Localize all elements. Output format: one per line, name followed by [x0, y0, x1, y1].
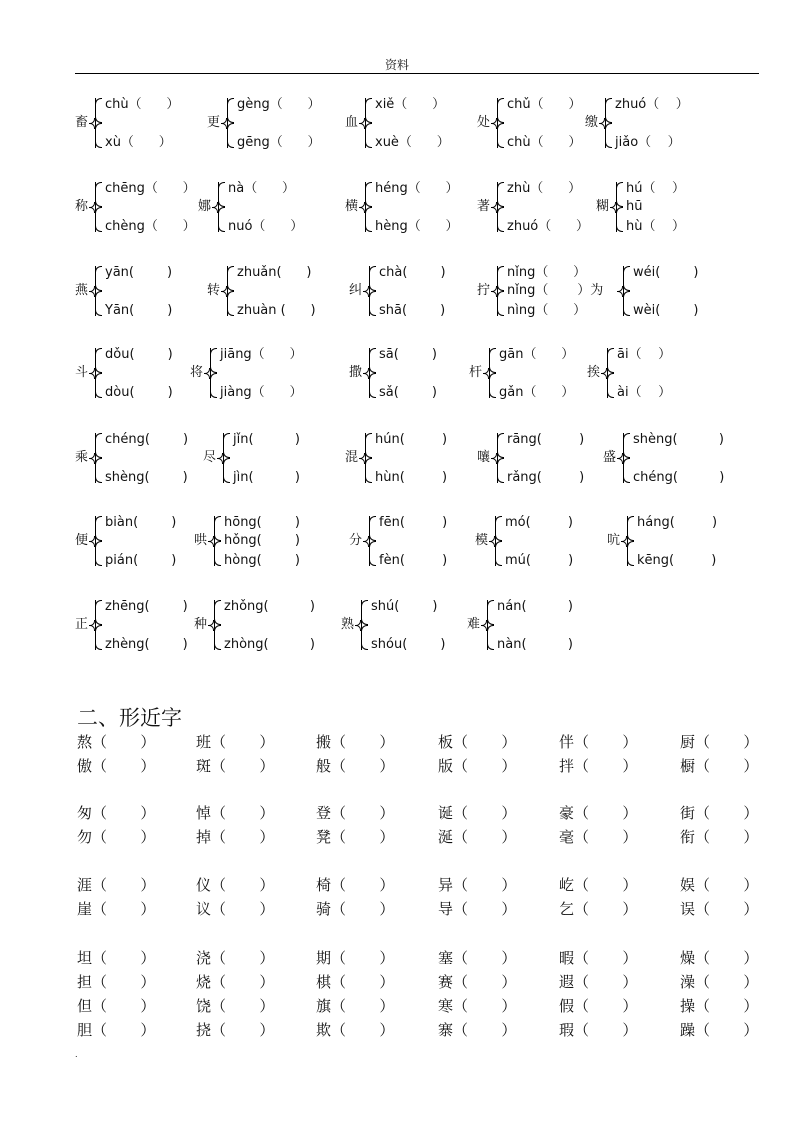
polyphone-char: 血 [345, 115, 359, 130]
reading-top: yān( ) [105, 265, 173, 280]
similar-char-cell: 欺（ ） [316, 1021, 395, 1039]
brace [495, 541, 503, 566]
similar-char-cell: 版（ ） [438, 757, 517, 775]
reading-top: jǐn( ) [233, 432, 300, 447]
similar-char-cell: 傲（ ） [77, 757, 156, 775]
brace [218, 182, 226, 207]
polyphone-char: 吭 [607, 533, 621, 548]
similar-char-cell: 棋（ ） [316, 973, 395, 991]
brace [95, 600, 103, 625]
similar-char-cell: 掉（ ） [196, 828, 275, 846]
polyphone-char: 将 [190, 365, 204, 380]
reading-top: mó( ) [505, 515, 573, 530]
brace [497, 182, 505, 207]
reading-top: shú( ) [371, 599, 438, 614]
brace [607, 348, 615, 373]
reading-bottom: hùn( ) [375, 470, 448, 485]
reading-top: hōng( ) [224, 515, 300, 530]
brace [365, 207, 373, 232]
brace [497, 458, 505, 483]
reading-bottom: zhèng( ) [105, 637, 188, 652]
brace-tip [617, 291, 623, 297]
brace [369, 541, 377, 566]
reading-bottom: xù（ ） [105, 135, 172, 150]
brace [497, 98, 505, 123]
brace [369, 348, 377, 373]
similar-char-cell: 豪（ ） [559, 804, 638, 822]
reading-middle: nǐng（ ）为 [507, 283, 604, 298]
similar-char-cell: 操（ ） [680, 997, 759, 1015]
brace-tip [89, 541, 95, 547]
brace [365, 98, 373, 123]
brace-tip [359, 123, 365, 129]
brace [489, 373, 497, 398]
brace-tip [359, 458, 365, 464]
reading-top: nǐng（ ） [507, 265, 587, 280]
polyphone-char: 娜 [198, 199, 212, 214]
polyphone-char: 分 [349, 533, 363, 548]
polyphone-char: 杆 [469, 365, 483, 380]
reading-top: nán( ) [497, 599, 573, 614]
similar-char-cell: 熬（ ） [77, 733, 156, 751]
reading-bottom: wèi( ) [633, 303, 699, 318]
reading-bottom: nàn( ) [497, 637, 573, 652]
similar-char-cell: 班（ ） [196, 733, 275, 751]
brace-tip [89, 458, 95, 464]
similar-char-cell: 假（ ） [559, 997, 638, 1015]
brace-tip [491, 207, 497, 213]
reading-top: chéng( ) [105, 432, 189, 447]
brace [369, 516, 377, 541]
reading-top: shèng( ) [633, 432, 724, 447]
brace [214, 625, 222, 650]
brace [369, 373, 377, 398]
similar-char-cell: 椅（ ） [316, 876, 395, 894]
brace-tip [89, 373, 95, 379]
polyphone-char: 尽 [203, 450, 217, 465]
brace-tip [363, 541, 369, 547]
brace [627, 516, 635, 541]
brace [627, 541, 635, 566]
brace [365, 123, 373, 148]
similar-char-cell: 但（ ） [77, 997, 156, 1015]
polyphone-char: 熟 [341, 617, 355, 632]
brace [218, 207, 226, 232]
similar-char-cell: 躁（ ） [680, 1021, 759, 1039]
reading-middle: hǒng( ) [224, 533, 300, 548]
polyphone-char: 盛 [603, 450, 617, 465]
brace [369, 291, 377, 316]
brace-tip [617, 458, 623, 464]
polyphone-char: 正 [75, 617, 89, 632]
polyphone-char: 纠 [349, 283, 363, 298]
reading-top: jiāng（ ） [220, 347, 303, 362]
brace [95, 182, 103, 207]
brace-tip [601, 373, 607, 379]
reading-top: chà( ) [379, 265, 446, 280]
similar-char-cell: 导（ ） [438, 900, 517, 918]
page-header: 资料 [384, 58, 409, 72]
reading-bottom: Yān( ) [105, 303, 173, 318]
brace [369, 266, 377, 291]
polyphone-char: 畜 [75, 115, 89, 130]
polyphone-char: 缴 [585, 115, 599, 130]
similar-char-cell: 涎（ ） [438, 828, 517, 846]
brace [495, 516, 503, 541]
reading-top: gèng（ ） [237, 97, 321, 112]
similar-char-cell: 塞（ ） [438, 949, 517, 967]
brace [605, 98, 613, 123]
brace-tip [89, 625, 95, 631]
reading-bottom: jiàng（ ） [220, 385, 303, 400]
brace-tip [89, 291, 95, 297]
similar-char-cell: 仪（ ） [196, 876, 275, 894]
polyphone-char: 难 [467, 617, 481, 632]
similar-char-cell: 乞（ ） [559, 900, 638, 918]
reading-top: zhù（ ） [507, 181, 582, 196]
brace [214, 600, 222, 625]
reading-bottom: chéng( ) [633, 470, 725, 485]
brace [497, 123, 505, 148]
polyphone-char: 乘 [75, 450, 89, 465]
similar-char-cell: 烧（ ） [196, 973, 275, 991]
brace [95, 123, 103, 148]
similar-char-cell: 涯（ ） [77, 876, 156, 894]
reading-bottom: chèng（ ） [105, 219, 196, 234]
reading-bottom: pián( ) [105, 553, 177, 568]
brace [361, 625, 369, 650]
polyphone-char: 处 [477, 115, 491, 130]
similar-char-cell: 搬（ ） [316, 733, 395, 751]
polyphone-char: 撒 [349, 365, 363, 380]
similar-char-cell: 遐（ ） [559, 973, 638, 991]
similar-char-cell: 凳（ ） [316, 828, 395, 846]
brace [214, 516, 222, 541]
reading-top: chù（ ） [105, 97, 180, 112]
reading-top: xiě（ ） [375, 97, 446, 112]
similar-char-cell: 板（ ） [438, 733, 517, 751]
brace [95, 291, 103, 316]
brace-tip [363, 291, 369, 297]
reading-bottom: shóu( ) [371, 637, 446, 652]
reading-bottom: gǎn（ ） [499, 385, 575, 400]
reading-top: āi（ ） [617, 347, 672, 362]
brace-tip [481, 625, 487, 631]
reading-bottom: zhuó（ ） [507, 219, 590, 234]
similar-char-cell: 骑（ ） [316, 900, 395, 918]
brace [616, 207, 624, 232]
brace [487, 625, 495, 650]
brace [605, 123, 613, 148]
brace-tip [491, 123, 497, 129]
reading-bottom: jìn( ) [233, 470, 300, 485]
reading-top: hún( ) [375, 432, 448, 447]
similar-char-cell: 澡（ ） [680, 973, 759, 991]
brace-tip [489, 541, 495, 547]
similar-char-cell: 娱（ ） [680, 876, 759, 894]
reading-top: háng( ) [637, 515, 718, 530]
brace [223, 433, 231, 458]
similar-char-cell: 饶（ ） [196, 997, 275, 1015]
brace-tip [491, 458, 497, 464]
brace-tip [89, 123, 95, 129]
similar-char-cell: 悼（ ） [196, 804, 275, 822]
brace [227, 291, 235, 316]
brace [95, 348, 103, 373]
similar-char-cell: 街（ ） [680, 804, 759, 822]
brace-tip [217, 458, 223, 464]
reading-bottom: gēng（ ） [237, 135, 321, 150]
similar-char-cell: 伴（ ） [559, 733, 638, 751]
brace [95, 98, 103, 123]
brace-tip [359, 207, 365, 213]
polyphone-char: 嚷 [477, 450, 491, 465]
brace [95, 266, 103, 291]
reading-bottom: sǎ( ) [379, 385, 437, 400]
reading-top: zhuǎn( ) [237, 265, 312, 280]
reading-bottom: fèn( ) [379, 553, 448, 568]
reading-top: chēng（ ） [105, 181, 196, 196]
brace [227, 123, 235, 148]
reading-top: héng（ ） [375, 181, 459, 196]
similar-char-cell: 拌（ ） [559, 757, 638, 775]
polyphone-char: 拧 [477, 283, 491, 298]
brace [210, 373, 218, 398]
brace [607, 373, 615, 398]
reading-bottom: shèng( ) [105, 470, 188, 485]
reading-top: zhuó（ ） [615, 97, 689, 112]
similar-char-cell: 胆（ ） [77, 1021, 156, 1039]
similar-char-cell: 登（ ） [316, 804, 395, 822]
brace [361, 600, 369, 625]
header-rule [75, 73, 759, 74]
reading-bottom: nìng（ ） [507, 303, 587, 318]
similar-char-cell: 斑（ ） [196, 757, 275, 775]
similar-char-cell: 暇（ ） [559, 949, 638, 967]
brace-tip [204, 373, 210, 379]
brace [95, 458, 103, 483]
reading-bottom: zhuàn ( ) [237, 303, 316, 318]
polyphone-char: 称 [75, 199, 89, 214]
polyphone-char: 转 [207, 283, 221, 298]
reading-top: sā( ) [379, 347, 437, 362]
reading-top: dǒu( ) [105, 347, 173, 362]
reading-top: wéi( ) [633, 265, 699, 280]
brace-tip [610, 207, 616, 213]
reading-bottom: hèng（ ） [375, 219, 459, 234]
similar-char-cell: 厨（ ） [680, 733, 759, 751]
reading-top: nà（ ） [228, 181, 295, 196]
reading-top: zhēng( ) [105, 599, 188, 614]
brace-tip [208, 541, 214, 547]
brace [365, 433, 373, 458]
reading-bottom: jiǎo（ ） [615, 135, 681, 150]
brace [497, 433, 505, 458]
reading-bottom: zhòng( ) [224, 637, 315, 652]
similar-char-cell: 屹（ ） [559, 876, 638, 894]
brace [95, 433, 103, 458]
brace [95, 207, 103, 232]
brace-tip [221, 291, 227, 297]
brace [210, 348, 218, 373]
similar-char-cell: 橱（ ） [680, 757, 759, 775]
similar-char-cell: 议（ ） [196, 900, 275, 918]
similar-char-cell: 诞（ ） [438, 804, 517, 822]
polyphone-char: 燕 [75, 283, 89, 298]
reading-top: hú（ ） [626, 181, 686, 196]
similar-char-cell: 匆（ ） [77, 804, 156, 822]
brace-tip [221, 123, 227, 129]
similar-char-cell: 挠（ ） [196, 1021, 275, 1039]
similar-char-cell: 寨（ ） [438, 1021, 517, 1039]
similar-char-cell: 误（ ） [680, 900, 759, 918]
similar-char-cell: 衔（ ） [680, 828, 759, 846]
similar-char-cell: 期（ ） [316, 949, 395, 967]
brace [214, 541, 222, 566]
reading-top: chǔ（ ） [507, 97, 582, 112]
brace [623, 458, 631, 483]
brace [616, 182, 624, 207]
brace-tip [599, 123, 605, 129]
brace [497, 207, 505, 232]
similar-char-cell: 旗（ ） [316, 997, 395, 1015]
polyphone-char: 种 [194, 617, 208, 632]
brace-tip [355, 625, 361, 631]
similar-char-cell: 崖（ ） [77, 900, 156, 918]
brace [623, 291, 631, 316]
brace [365, 458, 373, 483]
brace [95, 541, 103, 566]
reading-bottom: nuó（ ） [228, 219, 304, 234]
reading-bottom: chù（ ） [507, 135, 582, 150]
reading-top: gān（ ） [499, 347, 575, 362]
reading-bottom: kēng( ) [637, 553, 717, 568]
footer-dot: . [75, 1050, 78, 1059]
reading-bottom: xuè（ ） [375, 135, 450, 150]
brace [95, 625, 103, 650]
brace-tip [89, 207, 95, 213]
similar-char-cell: 勿（ ） [77, 828, 156, 846]
brace [623, 433, 631, 458]
brace [489, 348, 497, 373]
brace [227, 98, 235, 123]
reading-bottom: mú( ) [505, 553, 574, 568]
brace-tip [363, 373, 369, 379]
polyphone-char: 糊 [596, 199, 610, 214]
reading-top: rāng( ) [507, 432, 585, 447]
brace [487, 600, 495, 625]
similar-char-cell: 坦（ ） [77, 949, 156, 967]
brace-tip [208, 625, 214, 631]
reading-bottom: hù（ ） [626, 219, 686, 234]
polyphone-char: 混 [345, 450, 359, 465]
brace [365, 182, 373, 207]
similar-char-cell: 寒（ ） [438, 997, 517, 1015]
brace [95, 373, 103, 398]
polyphone-char: 模 [475, 533, 489, 548]
similar-char-cell: 浇（ ） [196, 949, 275, 967]
polyphone-char: 哄 [194, 533, 208, 548]
brace [623, 266, 631, 291]
similar-char-cell: 赛（ ） [438, 973, 517, 991]
similar-char-cell: 异（ ） [438, 876, 517, 894]
reading-top: biàn( ) [105, 515, 177, 530]
reading-bottom: shā( ) [379, 303, 446, 318]
reading-middle: hū [626, 199, 643, 214]
reading-bottom: dòu( ) [105, 385, 173, 400]
brace-tip [212, 207, 218, 213]
section-title: 二、形近字 [77, 706, 182, 730]
reading-bottom: hòng( ) [224, 553, 300, 568]
polyphone-char: 更 [207, 115, 221, 130]
brace [95, 516, 103, 541]
polyphone-char: 便 [75, 533, 89, 548]
reading-top: fēn( ) [379, 515, 448, 530]
similar-char-cell: 瑕（ ） [559, 1021, 638, 1039]
similar-char-cell: 担（ ） [77, 973, 156, 991]
brace [223, 458, 231, 483]
brace [497, 291, 505, 316]
reading-top: zhǒng( ) [224, 599, 315, 614]
similar-char-cell: 燥（ ） [680, 949, 759, 967]
brace [497, 266, 505, 291]
similar-char-cell: 般（ ） [316, 757, 395, 775]
polyphone-char: 挨 [587, 365, 601, 380]
brace [227, 266, 235, 291]
polyphone-char: 斗 [75, 365, 89, 380]
reading-bottom: ài（ ） [617, 385, 672, 400]
polyphone-char: 横 [345, 199, 359, 214]
reading-bottom: rǎng( ) [507, 470, 585, 485]
brace-tip [483, 373, 489, 379]
brace-tip [621, 541, 627, 547]
similar-char-cell: 毫（ ） [559, 828, 638, 846]
brace-tip [491, 291, 497, 297]
polyphone-char: 著 [477, 199, 491, 214]
